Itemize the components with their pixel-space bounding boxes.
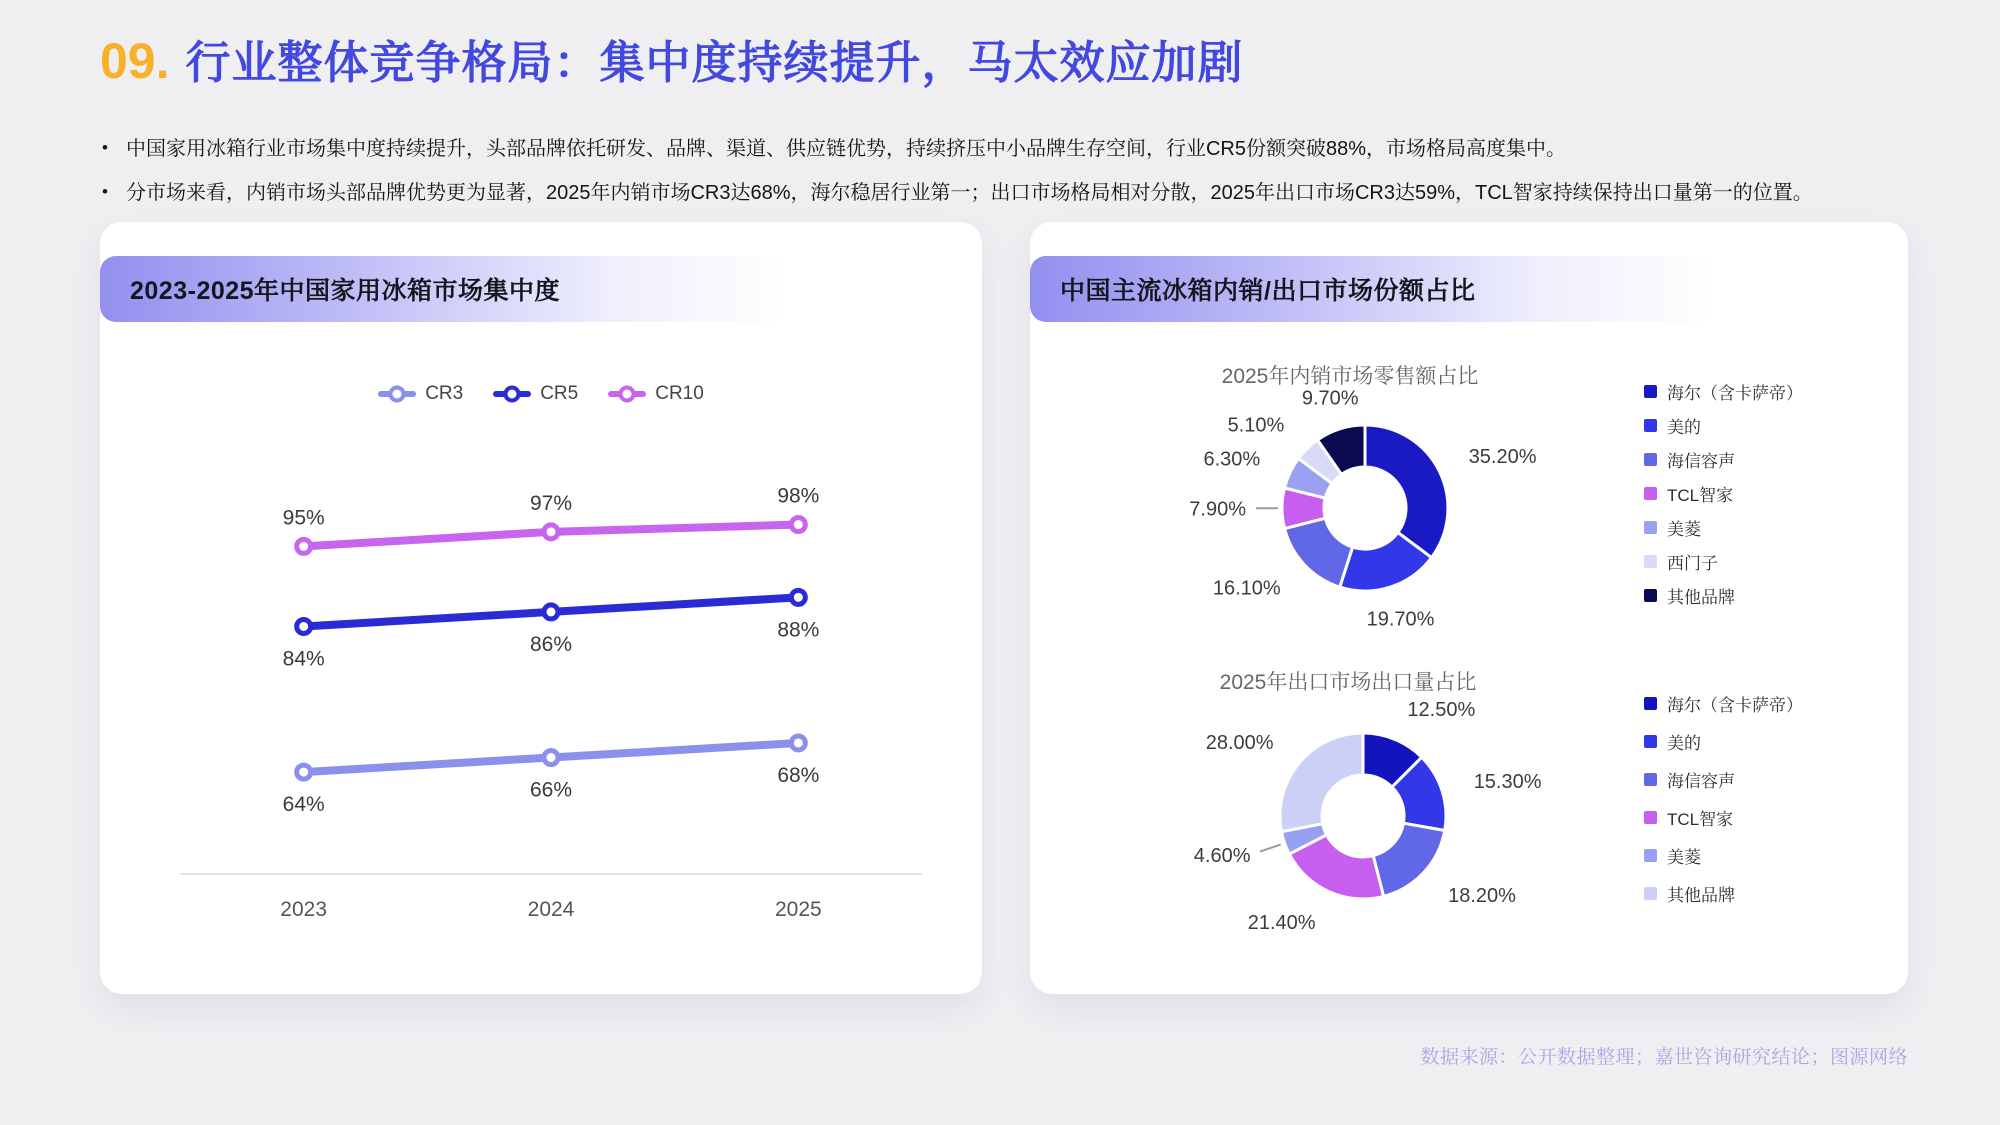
legend-label: TCL智家 bbox=[1667, 809, 1734, 829]
bullet-item: • 中国家用冰箱行业市场集中度持续提升，头部品牌依托研发、品牌、渠道、供应链优势，持续挤压中小品牌生存空间，行业CR5份额突破88%，市场格局高度集中。 bbox=[102, 134, 1912, 165]
legend-label: 海信容声 bbox=[1667, 451, 1735, 471]
donut-legend-item bbox=[1644, 882, 1803, 904]
market-concentration-card bbox=[100, 222, 982, 994]
legend-swatch-icon bbox=[1644, 735, 1657, 748]
page-title: 行业整体竞争格局：集中度持续提升，马太效应加剧 bbox=[185, 37, 1244, 88]
donut-legend-item bbox=[1644, 692, 1803, 714]
legend-label: 美的 bbox=[1667, 417, 1701, 437]
slide-number: 09. bbox=[100, 33, 170, 89]
legend-swatch-icon bbox=[1644, 697, 1657, 710]
svg-text:97%: 97% bbox=[529, 491, 573, 515]
donut-legend-item bbox=[1644, 550, 1803, 572]
legend-label: 海尔（含卡萨帝） bbox=[1667, 695, 1803, 715]
legend-label: 西门子 bbox=[1667, 553, 1718, 573]
svg-text:2025: 2025 bbox=[774, 898, 822, 921]
donut-legend-export bbox=[1644, 692, 1803, 920]
legend-swatch-icon bbox=[1644, 773, 1657, 786]
donut-legend-domestic bbox=[1644, 380, 1803, 618]
legend-label: 海信容声 bbox=[1667, 771, 1735, 791]
right-card-header: 中国主流冰箱内销/出口市场份额占比 bbox=[1030, 256, 1882, 322]
legend-label: CR5 bbox=[540, 383, 579, 404]
donut-legend-item bbox=[1644, 768, 1803, 790]
legend-swatch-icon bbox=[1644, 453, 1657, 466]
svg-text:2023: 2023 bbox=[280, 898, 328, 921]
donut-legend-item bbox=[1644, 844, 1803, 866]
donut-chart-export bbox=[1058, 648, 1638, 968]
svg-text:9.70%: 9.70% bbox=[1301, 387, 1359, 410]
line-chart-svg bbox=[100, 222, 982, 994]
legend-swatch-icon bbox=[1644, 555, 1657, 568]
legend-label: 其他品牌 bbox=[1667, 587, 1735, 607]
svg-text:35.20%: 35.20% bbox=[1468, 446, 1537, 468]
legend-swatch-icon bbox=[1644, 887, 1657, 900]
market-share-card bbox=[1030, 222, 1908, 994]
svg-text:84%: 84% bbox=[282, 647, 325, 671]
legend-swatch-icon bbox=[1644, 419, 1657, 432]
legend-label: TCL智家 bbox=[1667, 485, 1734, 505]
legend-swatch-icon bbox=[1644, 589, 1657, 602]
svg-text:19.70%: 19.70% bbox=[1366, 608, 1435, 631]
left-card-header: 2023-2025年中国家用冰箱市场集中度 bbox=[100, 256, 956, 322]
donut-chart-domestic bbox=[1060, 340, 1640, 660]
legend-swatch-icon bbox=[1644, 811, 1657, 824]
legend-label: 海尔（含卡萨帝） bbox=[1667, 383, 1803, 403]
donut-legend-item bbox=[1644, 448, 1803, 470]
svg-text:5.10%: 5.10% bbox=[1227, 414, 1285, 437]
svg-text:12.50%: 12.50% bbox=[1407, 698, 1476, 721]
svg-text:18.20%: 18.20% bbox=[1448, 884, 1516, 907]
svg-text:95%: 95% bbox=[282, 506, 325, 530]
donut-legend-item bbox=[1644, 380, 1803, 402]
svg-text:64%: 64% bbox=[282, 793, 325, 817]
donut-legend-item bbox=[1644, 482, 1803, 504]
legend-label: 其他品牌 bbox=[1667, 885, 1735, 905]
donut-subtitle-export: 2025年出口市场出口量占比 bbox=[1219, 671, 1477, 694]
legend-swatch-icon bbox=[1644, 487, 1657, 500]
svg-text:68%: 68% bbox=[777, 763, 820, 787]
donut-legend-item bbox=[1644, 584, 1803, 606]
svg-text:6.30%: 6.30% bbox=[1203, 448, 1261, 471]
svg-text:2024: 2024 bbox=[527, 898, 575, 921]
legend-label: 美菱 bbox=[1667, 847, 1701, 867]
svg-text:4.60%: 4.60% bbox=[1193, 844, 1251, 867]
page-header bbox=[100, 26, 1244, 91]
donut-legend-item bbox=[1644, 414, 1803, 436]
donut-legend-item bbox=[1644, 806, 1803, 828]
svg-text:15.30%: 15.30% bbox=[1473, 771, 1542, 794]
svg-text:88%: 88% bbox=[777, 618, 820, 642]
legend-swatch-icon bbox=[1644, 849, 1657, 862]
source-note: 数据来源：公开数据整理；嘉世咨询研究结论；图源网络 bbox=[1420, 1047, 1908, 1068]
svg-text:86%: 86% bbox=[529, 632, 573, 656]
svg-text:7.90%: 7.90% bbox=[1189, 498, 1246, 521]
svg-text:66%: 66% bbox=[529, 778, 573, 802]
svg-text:28.00%: 28.00% bbox=[1205, 732, 1274, 755]
legend-swatch-icon bbox=[1644, 521, 1657, 534]
svg-text:21.40%: 21.40% bbox=[1247, 911, 1316, 934]
legend-label: 美的 bbox=[1667, 733, 1701, 753]
legend-label: CR10 bbox=[655, 383, 704, 404]
bullet-list bbox=[102, 134, 1912, 222]
donut-subtitle-domestic: 2025年内销市场零售额占比 bbox=[1221, 365, 1479, 388]
legend-label: 美菱 bbox=[1667, 519, 1701, 539]
legend-swatch-icon bbox=[1644, 385, 1657, 398]
donut-legend-item bbox=[1644, 516, 1803, 538]
svg-text:16.10%: 16.10% bbox=[1212, 577, 1281, 600]
donut-legend-item bbox=[1644, 730, 1803, 752]
svg-text:98%: 98% bbox=[777, 484, 820, 508]
bullet-item: • 分市场来看，内销市场头部品牌优势更为显著，2025年内销市场CR3达68%，海尔稳居行业第一；出口市场格局相对分散，2025年出口市场CR3达59%，TCL智家持续保持出口量第一的位置。 bbox=[102, 178, 1912, 209]
legend-label: CR3 bbox=[425, 383, 464, 404]
